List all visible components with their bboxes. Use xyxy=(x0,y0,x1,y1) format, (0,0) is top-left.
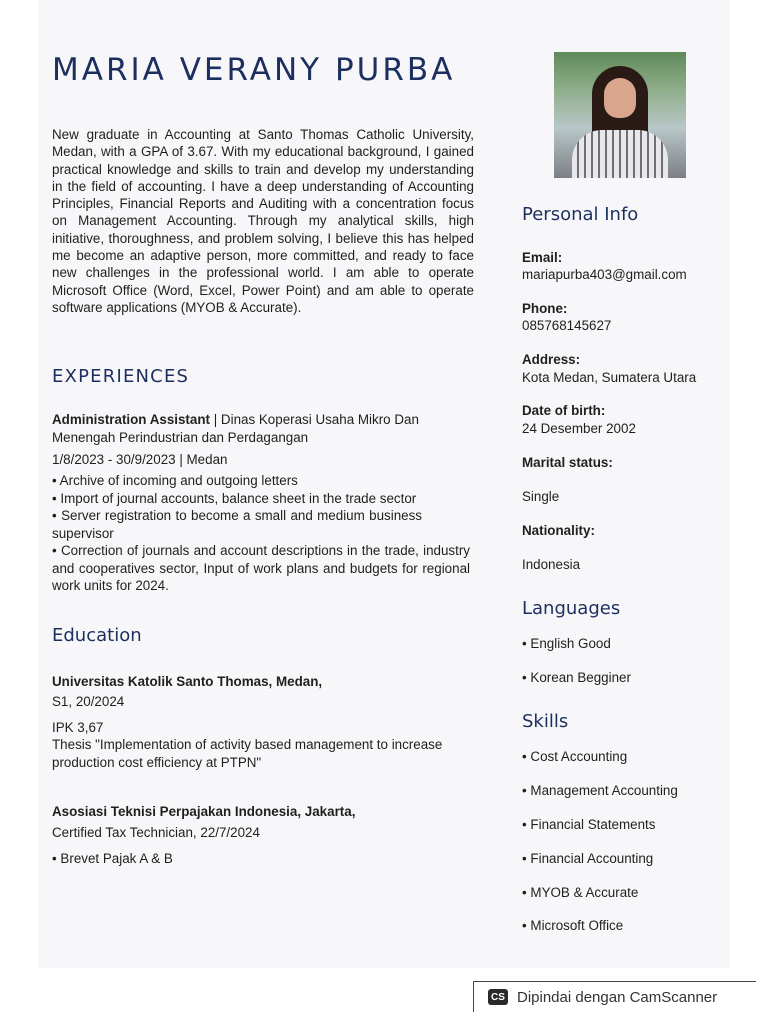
job-duties-list xyxy=(52,472,470,595)
language-item: • English Good xyxy=(522,636,611,651)
skill-item: • Microsoft Office xyxy=(522,918,623,933)
skill-item: • MYOB & Accurate xyxy=(522,885,638,900)
email-label: Email: xyxy=(522,250,563,265)
skill-item: • Management Accounting xyxy=(522,783,678,798)
list-item: • Import of journal accounts, balance sheet in the trade sector xyxy=(52,490,470,508)
brevet-item: • Brevet Pajak A & B xyxy=(52,850,173,868)
nationality-label: Nationality: xyxy=(522,523,595,538)
language-item: • Korean Begginer xyxy=(522,670,631,685)
job-organization: | Dinas Koperasi Usaha Mikro Dan Menengah Perindustrian dan Perdagangan xyxy=(52,412,419,445)
marital-status-label: Marital status: xyxy=(522,455,613,470)
dob-label: Date of birth: xyxy=(522,403,606,418)
camscanner-watermark xyxy=(473,981,756,1012)
university-name: Universitas Katolik Santo Thomas, Medan, xyxy=(52,674,323,689)
skill-item: • Cost Accounting xyxy=(522,749,627,764)
list-item: • Server registration to become a small and medium business supervisor xyxy=(52,507,422,542)
personal-info-heading: Personal Info xyxy=(522,204,639,225)
nationality-value: Indonesia xyxy=(522,557,581,572)
gpa-info: IPK 3,67 xyxy=(52,720,104,735)
resume-name: MARIA VERANY PURBA xyxy=(52,52,456,88)
job-date: 1/8/2023 - 30/9/2023 | Medan xyxy=(52,452,228,467)
phone-value: 085768145627 xyxy=(522,318,612,333)
profile-summary: New graduate in Accounting at Santo Thomas Catholic University, Medan, with a GPA of 3.67. With my educational background, I gained practical knowledge and skills to train and develop my understanding in the field of accounting. I have a deep understanding of Accounting Principles, Financial Reports and Auditing with a concentration focus on Management Accounting. Through my analytical skills, high initiative, thoroughness, and problem solving, I believe this has helped me become an adaptive person, more committed, and ready to face new challenges in the professional world. I am able to operate Microsoft Office (Word, Excel, Power Point) and am able to operate software applications (MYOB & Accurate). xyxy=(52,127,474,315)
certification-info: Certified Tax Technician, 22/7/2024 xyxy=(52,825,260,840)
list-item: • Archive of incoming and outgoing letters xyxy=(52,472,470,490)
skill-item: • Financial Accounting xyxy=(522,851,653,866)
thesis-info: Thesis "Implementation of activity based management to increase production cost efficiency at PTPN" xyxy=(52,737,443,770)
profile-photo xyxy=(554,52,686,178)
camscanner-icon: CS xyxy=(488,989,508,1005)
degree-info: S1, 20/2024 xyxy=(52,694,125,709)
address-value: Kota Medan, Sumatera Utara xyxy=(522,370,697,385)
skills-heading: Skills xyxy=(522,711,569,732)
phone-label: Phone: xyxy=(522,301,568,316)
education-heading: Education xyxy=(52,625,142,646)
job-entry xyxy=(52,411,474,446)
marital-status-value: Single xyxy=(522,489,560,504)
camscanner-text: Dipindai dengan CamScanner xyxy=(517,988,718,1006)
association-name: Asosiasi Teknisi Perpajakan Indonesia, Jakarta, xyxy=(52,804,356,819)
skill-item: • Financial Statements xyxy=(522,817,655,832)
experiences-heading: EXPERIENCES xyxy=(52,366,190,387)
languages-heading: Languages xyxy=(522,598,621,619)
email-value: mariapurba403@gmail.com xyxy=(522,267,687,282)
dob-value: 24 Desember 2002 xyxy=(522,421,636,436)
job-title: Administration Assistant xyxy=(52,412,210,427)
list-item: • Correction of journals and account descriptions in the trade, industry and cooperatives sector, Input of work plans and budgets for regional work units for 2024. xyxy=(52,542,470,595)
address-label: Address: xyxy=(522,352,581,367)
